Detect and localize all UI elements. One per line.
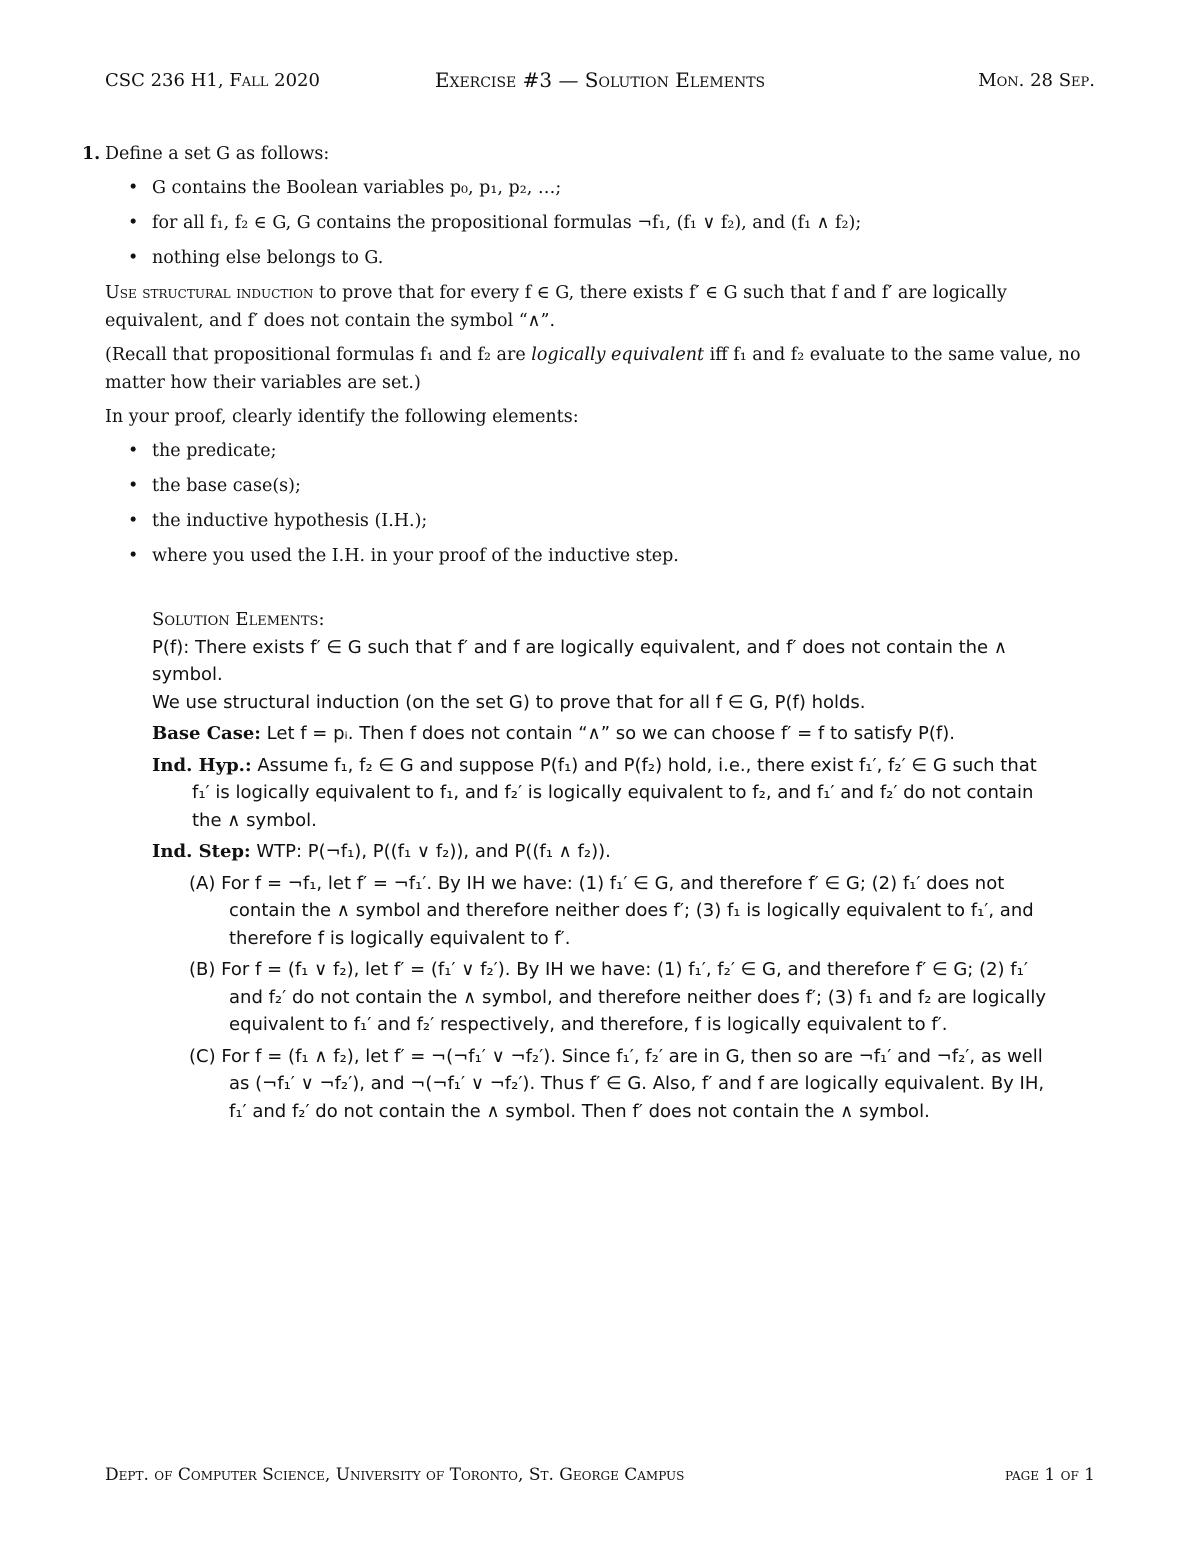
step-label: Ind. Step: bbox=[152, 841, 251, 862]
step-text: WTP: P(¬f₁), P((f₁ ∨ f₂)), and P((f₁ ∧ f₂)). bbox=[250, 841, 611, 862]
list-item: • the predicate; bbox=[128, 437, 1097, 465]
case-b: (B) For f = (f₁ ∨ f₂), let f′ = (f₁′ ∨ f₂′). By IH we have: (1) f₁′, f₂′ ∈ G, and therefore f′ ∈ G; (2) f₁′ and f₂′ do not contain the ∧ symbol, and therefore neither does f′; (3) f₁ and f₂ are logically equivalent to f₁′ and f₂′ respectively, and therefore, f is logically equivalent to f′. bbox=[189, 959, 1046, 1035]
recall-text-a: (Recall that propositional formulas f₁ and f₂ are bbox=[105, 345, 532, 365]
page-title: Exercise #3 — Solution Elements bbox=[434, 68, 766, 92]
date-label: Mon. 28 Sep. bbox=[978, 70, 1095, 91]
question-intro bbox=[82, 140, 1097, 168]
question-block bbox=[82, 140, 1097, 577]
predicate: P(f): There exists f′ ∈ G such that f′ and f are logically equivalent, and f′ does not contain the ∧ symbol. bbox=[152, 636, 1008, 685]
solution-heading: Solution Elements: bbox=[152, 609, 325, 630]
question-number: 1. bbox=[82, 144, 101, 164]
list-item: • where you used the I.H. in your proof of the inductive step. bbox=[128, 542, 1097, 570]
statement: We use structural induction (on the set G) to prove that for all f ∈ G, P(f) holds. bbox=[152, 691, 866, 713]
inductive-hypothesis bbox=[152, 752, 1052, 835]
department-label: Dept. of Computer Science, University of Toronto, St. George Campus bbox=[105, 1465, 685, 1485]
recall-paragraph bbox=[105, 341, 1097, 397]
recall-term: logically equivalent bbox=[531, 345, 705, 365]
page-footer bbox=[105, 1465, 1095, 1489]
base-case-text: Let f = pᵢ. Then f does not contain “∧” so we can choose f′ = f to satisfy P(f). bbox=[260, 723, 955, 744]
list-item: • the base case(s); bbox=[128, 472, 1097, 500]
solution-block bbox=[152, 606, 1052, 1125]
list-item: • nothing else belongs to G. bbox=[128, 244, 1097, 272]
case-a: (A) For f = ¬f₁, let f′ = ¬f₁′. By IH we have: (1) f₁′ ∈ G, and therefore f′ ∈ G; (2) f₁′ does not contain the ∧ symbol and therefore neither does f′; (3) f₁ is logically equivalent to f₁′, and therefore f is logically equivalent to f′. bbox=[189, 872, 1034, 949]
task-paragraph bbox=[105, 279, 1097, 335]
page-number: page 1 of 1 bbox=[1005, 1465, 1095, 1485]
ih-text: Assume f₁, f₂ ∈ G and suppose P(f₁) and P(f₂) hold, i.e., there exist f₁′, f₂′ ∈ G such that f₁′ is logically equivalent to f₁, and f₂′ is logically equivalent to f₂, and f₁′ and f₂′ do not contain the ∧ symbol. bbox=[192, 754, 1037, 831]
list-item: • the inductive hypothesis (I.H.); bbox=[128, 507, 1097, 535]
definition-list bbox=[128, 174, 1097, 272]
page-header bbox=[105, 70, 1095, 96]
base-case bbox=[152, 720, 1052, 748]
case-c: (C) For f = (f₁ ∧ f₂), let f′ = ¬(¬f₁′ ∨ ¬f₂′). Since f₁′, f₂′ are in G, then so are ¬f₁′ and ¬f₂′, as well as (¬f₁′ ∨ ¬f₂′), and ¬(¬f₁′ ∨ ¬f₂′). Thus f′ ∈ G. Also, f′ and f are logically equivalent. By IH, f₁′ and f₂′ do not contain the ∧ symbol. Then f′ does not contain the ∧ symbol. bbox=[189, 1045, 1045, 1122]
recall-text-b: iff f₁ and f₂ evaluate to the same value, no matter how their variables are set.) bbox=[105, 345, 1081, 393]
task-lead: Use structural induction bbox=[105, 283, 314, 303]
list-item: • G contains the Boolean variables p₀, p₁, p₂, …; bbox=[128, 174, 1097, 202]
base-case-label: Base Case: bbox=[152, 723, 261, 744]
identify-intro: In your proof, clearly identify the following elements: bbox=[105, 407, 579, 427]
course-label: CSC 236 H1, Fall 2020 bbox=[105, 70, 320, 91]
identify-list bbox=[128, 437, 1097, 570]
ih-label: Ind. Hyp.: bbox=[152, 754, 252, 776]
inductive-step bbox=[152, 838, 1052, 866]
list-item: • for all f₁, f₂ ∈ G, G contains the propositional formulas ¬f₁, (f₁ ∨ f₂), and (f₁ ∧ f₂); bbox=[128, 209, 1097, 237]
question-intro-text: Define a set G as follows: bbox=[105, 144, 330, 164]
task-rest: to prove that for every f ∈ G, there exists f′ ∈ G such that f and f′ are logically equivalent, and f′ does not contain the symbol “∧”. bbox=[105, 283, 1007, 331]
